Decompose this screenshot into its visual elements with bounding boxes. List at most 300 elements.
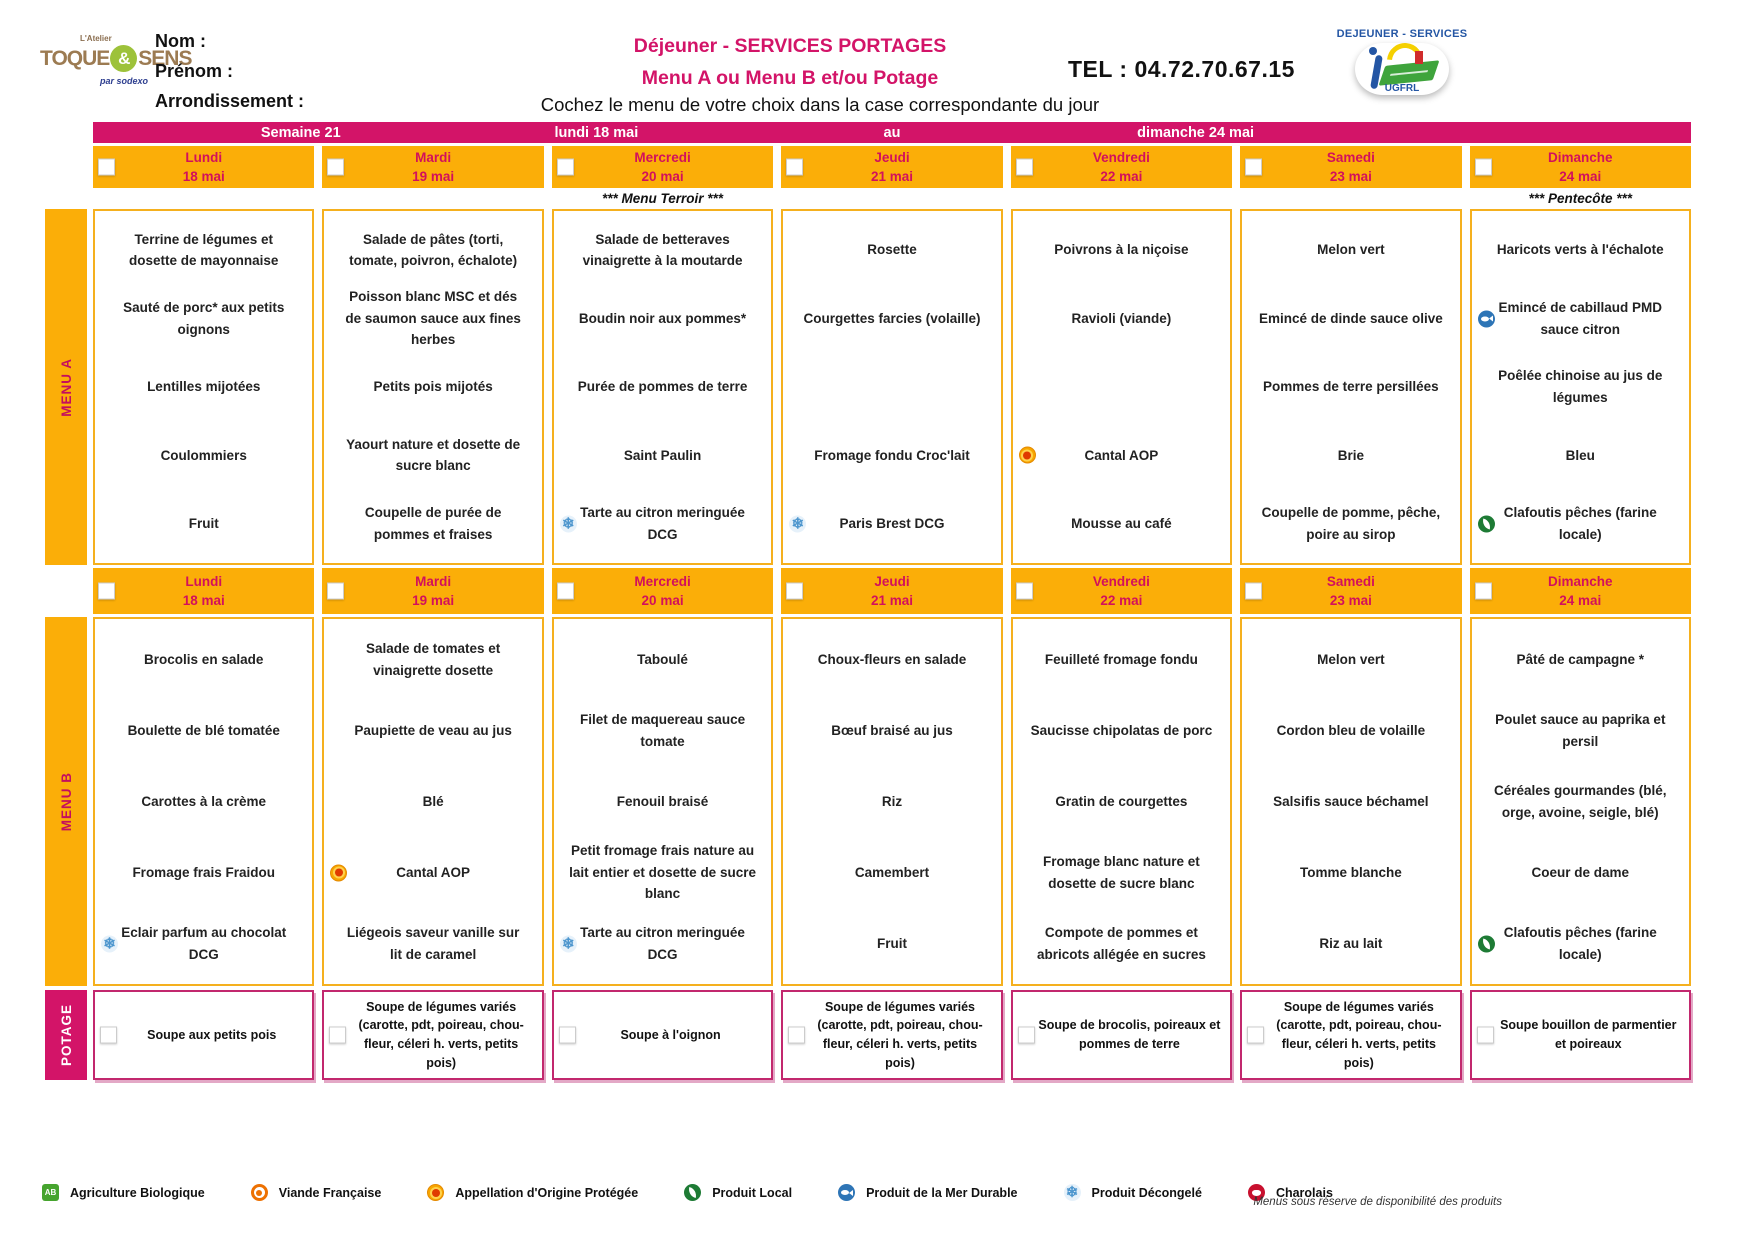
menu-day-cell bbox=[322, 617, 543, 986]
menu-slot bbox=[327, 490, 538, 558]
menu-slot bbox=[1475, 908, 1686, 979]
potage-row bbox=[93, 990, 1691, 1080]
menu-slot bbox=[98, 284, 309, 352]
menu-slot bbox=[557, 216, 768, 284]
potage-text: Soupe bouillon de parmentier et poireaux bbox=[1500, 1018, 1677, 1051]
menu-slot bbox=[786, 353, 997, 421]
menu-item-text: Riz bbox=[881, 793, 903, 809]
menu-item-text: Filet de maquereau sauce tomate bbox=[580, 711, 746, 749]
menu-item-text: Lentilles mijotées bbox=[147, 379, 261, 395]
menu-slot bbox=[327, 421, 538, 489]
menu-day-cell bbox=[93, 617, 314, 986]
day-name: Samedi bbox=[1326, 150, 1375, 165]
menu-item-text: Boudin noir aux pommes* bbox=[578, 310, 747, 326]
menu-item-text: Saucisse chipolatas de porc bbox=[1030, 722, 1213, 738]
ab-icon: AB bbox=[42, 1184, 59, 1201]
day-name: Lundi bbox=[185, 574, 223, 589]
menu-day-cell bbox=[781, 617, 1002, 986]
week-bar bbox=[93, 122, 1691, 143]
ampersand-badge-icon: & bbox=[110, 45, 137, 72]
nom-label: Nom : bbox=[155, 31, 206, 51]
snowflake-icon: ❄ bbox=[789, 515, 806, 532]
menu-slot bbox=[1475, 421, 1686, 489]
menu-day-cell bbox=[552, 209, 773, 565]
day-header-cell bbox=[1240, 568, 1461, 614]
potage-checkbox[interactable] bbox=[100, 1027, 117, 1044]
week-number: Semaine 21 bbox=[260, 124, 341, 141]
menu-item-text: Choux-fleurs en salade bbox=[817, 651, 967, 667]
menu-slot bbox=[786, 421, 997, 489]
potage-section-label bbox=[45, 990, 87, 1080]
menu-slot bbox=[98, 908, 309, 979]
menu-slot bbox=[1475, 353, 1686, 421]
menu-slot bbox=[327, 624, 538, 695]
day-checkbox[interactable] bbox=[1016, 583, 1033, 600]
menu-slot bbox=[1016, 421, 1227, 489]
menu-slot bbox=[786, 490, 997, 558]
menu-item-text: Poulet sauce au paprika et persil bbox=[1495, 711, 1666, 749]
potage-text: Soupe de brocolis, poireaux et pommes de terre bbox=[1038, 1018, 1221, 1051]
logo-toque: TOQUE bbox=[40, 46, 110, 70]
menu-slot bbox=[1245, 216, 1456, 284]
menu-item-text: Courgettes farcies (volaille) bbox=[803, 310, 981, 326]
legend-item bbox=[838, 1184, 1017, 1201]
menu-item-text: Bleu bbox=[1565, 447, 1595, 463]
menu-slot bbox=[557, 766, 768, 837]
menu-item-text: Salsifis sauce béchamel bbox=[1273, 793, 1429, 809]
menu-item-text: Eclair parfum au chocolat DCG bbox=[121, 924, 287, 962]
day-checkbox[interactable] bbox=[327, 159, 344, 176]
menu-item-text: Rosette bbox=[867, 242, 917, 258]
menu-item-text: Brie bbox=[1337, 447, 1364, 463]
day-date: 20 mai bbox=[641, 593, 684, 608]
menu-day-cell bbox=[1240, 209, 1461, 565]
snowflake-icon: ❄ bbox=[560, 515, 577, 532]
sea-durable-icon bbox=[838, 1184, 855, 1201]
legend-label: Charolais bbox=[1275, 1185, 1333, 1200]
day-date: 22 mai bbox=[1100, 169, 1143, 184]
menu-b-section-label bbox=[45, 617, 87, 986]
day-header-cell bbox=[552, 146, 773, 188]
menu-slot bbox=[98, 766, 309, 837]
menu-item-text: Emincé de cabillaud PMD sauce citron bbox=[1498, 300, 1663, 337]
potage-day-cell bbox=[93, 990, 314, 1080]
menu-slot bbox=[1475, 695, 1686, 766]
menu-day-cell bbox=[93, 209, 314, 565]
menu-item-text: Carottes à la crème bbox=[141, 793, 266, 809]
menu-slot bbox=[98, 421, 309, 489]
day-header-cell bbox=[1011, 568, 1232, 614]
potage-day-cell bbox=[1470, 990, 1691, 1080]
menu-item-text: Pommes de terre persillées bbox=[1263, 379, 1439, 395]
day-date: 23 mai bbox=[1329, 169, 1372, 184]
day-header-cell bbox=[781, 146, 1002, 188]
day-checkbox[interactable] bbox=[786, 583, 803, 600]
menu-item-text: Taboulé bbox=[637, 651, 688, 667]
menu-item-text: Feuilleté fromage fondu bbox=[1044, 651, 1198, 667]
day-checkbox[interactable] bbox=[1245, 583, 1262, 600]
menu-a-row bbox=[93, 209, 1691, 565]
special-label-cell bbox=[1470, 189, 1691, 207]
legend-item bbox=[427, 1184, 638, 1201]
menu-item-text: Poêlée chinoise au jus de légumes bbox=[1498, 368, 1663, 406]
arrondissement-label: Arrondissement : bbox=[155, 91, 305, 111]
week-end-date: dimanche 24 mai bbox=[1137, 124, 1255, 141]
menu-slot bbox=[327, 353, 538, 421]
menu-slot bbox=[98, 837, 309, 908]
sea-durable-icon bbox=[1478, 310, 1495, 327]
snowflake-icon: ❄ bbox=[101, 935, 118, 952]
day-name: Samedi bbox=[1326, 574, 1375, 589]
menu-item-text: Liégeois saveur vanille sur lit de caramel bbox=[346, 924, 520, 962]
logo-sens: SENS bbox=[138, 46, 192, 70]
potage-text: Soupe à l'oignon bbox=[620, 1027, 721, 1042]
menu-item-text: Clafoutis pêches (farine locale) bbox=[1503, 924, 1657, 962]
potage-day-cell bbox=[1240, 990, 1461, 1080]
menu-a-section-label bbox=[45, 209, 87, 565]
day-header-cell bbox=[322, 146, 543, 188]
potage-day-cell bbox=[322, 990, 543, 1080]
logo-atelier-text: L'Atelier bbox=[80, 34, 112, 43]
aop-icon bbox=[427, 1184, 444, 1201]
menu-slot bbox=[1245, 624, 1456, 695]
menu-item-text: Fromage blanc nature et dosette de sucre blanc bbox=[1043, 853, 1200, 891]
viande-francaise-icon bbox=[251, 1184, 268, 1201]
day-header-cell bbox=[1011, 146, 1232, 188]
menu-item-text: Camembert bbox=[854, 864, 930, 880]
menu-item-text: Fruit bbox=[188, 516, 219, 532]
snowflake-icon: ❄ bbox=[560, 935, 577, 952]
prenom-label: Prénom : bbox=[155, 61, 234, 81]
menu-slot bbox=[1475, 624, 1686, 695]
menu-item-text: Salade de tomates et vinaigrette dosette bbox=[365, 640, 501, 678]
week-au-text: au bbox=[883, 124, 901, 141]
potage-checkbox[interactable] bbox=[1477, 1027, 1494, 1044]
day-name: Vendredi bbox=[1092, 150, 1150, 165]
menu-item-text: Petits pois mijotés bbox=[373, 379, 493, 395]
snowflake-icon: ❄ bbox=[1064, 1184, 1081, 1201]
special-label-row bbox=[93, 189, 1691, 207]
menu-slot bbox=[1016, 624, 1227, 695]
menu-day-cell bbox=[781, 209, 1002, 565]
day-date: 19 mai bbox=[412, 593, 455, 608]
menu-slot bbox=[1016, 695, 1227, 766]
day-date: 20 mai bbox=[641, 169, 684, 184]
menu-item-text: Haricots verts à l'échalote bbox=[1496, 242, 1664, 258]
local-icon bbox=[684, 1184, 701, 1201]
menu-slot bbox=[557, 624, 768, 695]
menu-item-text: Brocolis en salade bbox=[144, 651, 264, 667]
menu-item-text: Coulommiers bbox=[160, 447, 247, 463]
menu-item-text: Paupiette de veau au jus bbox=[354, 722, 512, 738]
special-label-text: *** Menu Terroir *** bbox=[602, 190, 724, 206]
menu-item-text: Céréales gourmandes (blé, orge, avoine, seigle, blé) bbox=[1494, 782, 1667, 820]
special-label-text: *** Pentecôte *** bbox=[1528, 190, 1633, 206]
menu-slot bbox=[786, 216, 997, 284]
menu-item-text: Cantal AOP bbox=[1084, 447, 1159, 463]
menu-day-cell bbox=[1470, 617, 1691, 986]
legend-label: Produit Local bbox=[712, 1185, 793, 1200]
day-header-cell bbox=[93, 146, 314, 188]
menu-slot bbox=[557, 908, 768, 979]
day-name: Dimanche bbox=[1548, 150, 1613, 165]
menu-item-text: Coeur de dame bbox=[1531, 864, 1630, 880]
menu-slot bbox=[1475, 766, 1686, 837]
menu-item-text: Purée de pommes de terre bbox=[577, 379, 748, 395]
special-label-cell bbox=[781, 189, 1002, 207]
legend-label: Agriculture Biologique bbox=[70, 1185, 205, 1200]
local-icon bbox=[1478, 515, 1495, 532]
menu-slot bbox=[327, 695, 538, 766]
day-name: Dimanche bbox=[1548, 574, 1613, 589]
menu-item-text: Fenouil braisé bbox=[616, 793, 709, 809]
menu-slot bbox=[1245, 353, 1456, 421]
day-header-cell bbox=[1240, 146, 1461, 188]
menu-day-cell bbox=[1240, 617, 1461, 986]
menu-slot bbox=[786, 695, 997, 766]
special-label-cell bbox=[552, 189, 773, 207]
potage-day-cell bbox=[552, 990, 773, 1080]
day-date: 21 mai bbox=[870, 169, 913, 184]
menu-slot bbox=[1475, 216, 1686, 284]
menu-slot bbox=[1475, 284, 1686, 352]
menu-slot bbox=[557, 284, 768, 352]
title-line-1: Déjeuner - SERVICES PORTAGES bbox=[633, 35, 947, 57]
day-header-cell bbox=[1470, 568, 1691, 614]
menu-slot bbox=[1016, 353, 1227, 421]
menu-slot bbox=[786, 624, 997, 695]
local-icon bbox=[1478, 935, 1495, 952]
phone-number: TEL : 04.72.70.67.15 bbox=[1068, 56, 1295, 82]
legend-label: Viande Française bbox=[278, 1185, 382, 1200]
menu-item-text: Salade de pâtes (torti, tomate, poivron, échalote) bbox=[349, 231, 518, 269]
day-name: Mardi bbox=[415, 150, 452, 165]
menu-item-text: Saint Paulin bbox=[623, 447, 702, 463]
legend-item bbox=[42, 1184, 205, 1201]
day-checkbox[interactable] bbox=[1016, 159, 1033, 176]
menu-slot bbox=[327, 216, 538, 284]
day-header-row-2 bbox=[93, 568, 1691, 614]
day-date: 24 mai bbox=[1559, 593, 1602, 608]
dejeuner-services-text: DEJEUNER - SERVICES bbox=[1336, 28, 1468, 40]
aop-icon bbox=[330, 864, 347, 881]
menu-slot bbox=[1475, 490, 1686, 558]
day-checkbox[interactable] bbox=[557, 159, 574, 176]
potage-text: Soupe de légumes variés (carotte, pdt, poireau, chou-fleur, céleri h. verts, petits pois) bbox=[817, 999, 983, 1070]
potage-checkbox[interactable] bbox=[559, 1027, 576, 1044]
menu-slot bbox=[557, 695, 768, 766]
menu-slot bbox=[557, 490, 768, 558]
menu-a-label-text: MENU A bbox=[58, 357, 74, 417]
day-date: 24 mai bbox=[1559, 169, 1602, 184]
menu-slot bbox=[786, 284, 997, 352]
day-checkbox[interactable] bbox=[1245, 159, 1262, 176]
potage-text: Soupe de légumes variés (carotte, pdt, poireau, chou-fleur, céleri h. verts, petits pois) bbox=[358, 999, 524, 1070]
menu-day-cell bbox=[322, 209, 543, 565]
special-label-cell bbox=[322, 189, 543, 207]
menu-slot bbox=[1016, 837, 1227, 908]
potage-day-cell bbox=[781, 990, 1002, 1080]
menu-item-text: Fromage frais Fraidou bbox=[132, 864, 275, 880]
day-header-row-1 bbox=[93, 146, 1691, 188]
legend-label: Appellation d'Origine Protégée bbox=[455, 1185, 639, 1200]
menu-item-text: Melon vert bbox=[1317, 651, 1385, 667]
menu-item-text: Boulette de blé tomatée bbox=[127, 722, 280, 738]
menu-item-text: Bœuf braisé au jus bbox=[831, 722, 953, 738]
day-date: 21 mai bbox=[870, 593, 913, 608]
menu-day-cell bbox=[1011, 209, 1232, 565]
legend-item bbox=[1064, 1184, 1202, 1201]
menu-item-text: Coupelle de purée de pommes et fraises bbox=[364, 505, 502, 542]
menu-item-text: Emincé de dinde sauce olive bbox=[1258, 310, 1443, 326]
day-header-cell bbox=[1470, 146, 1691, 188]
potage-checkbox[interactable] bbox=[788, 1027, 805, 1044]
day-checkbox[interactable] bbox=[98, 583, 115, 600]
special-label-cell bbox=[93, 189, 314, 207]
day-checkbox[interactable] bbox=[557, 583, 574, 600]
menu-slot bbox=[98, 216, 309, 284]
menu-slot bbox=[1245, 421, 1456, 489]
day-header-cell bbox=[552, 568, 773, 614]
potage-checkbox[interactable] bbox=[329, 1027, 346, 1044]
menu-slot bbox=[1245, 908, 1456, 979]
day-date: 22 mai bbox=[1100, 593, 1143, 608]
menu-item-text: Gratin de courgettes bbox=[1055, 793, 1188, 809]
menu-item-text: Cordon bleu de volaille bbox=[1276, 722, 1426, 738]
potage-text: Soupe de légumes variés (carotte, pdt, poireau, chou-fleur, céleri h. verts, petits pois) bbox=[1276, 999, 1442, 1070]
menu-item-text: Terrine de légumes et dosette de mayonnaise bbox=[129, 231, 279, 269]
menu-slot bbox=[1016, 490, 1227, 558]
menu-slot bbox=[1245, 284, 1456, 352]
menu-slot bbox=[786, 766, 997, 837]
menu-slot bbox=[1245, 490, 1456, 558]
menu-slot bbox=[786, 908, 997, 979]
ugfrl-text: UGFRL bbox=[1384, 83, 1420, 94]
menu-slot bbox=[98, 624, 309, 695]
menu-slot bbox=[327, 766, 538, 837]
menu-item-text: Melon vert bbox=[1317, 242, 1385, 258]
menu-item-text: Sauté de porc* aux petits oignons bbox=[123, 300, 285, 337]
menu-item-text: Fromage fondu Croc'lait bbox=[814, 447, 970, 463]
potage-checkbox[interactable] bbox=[1247, 1027, 1264, 1044]
day-date: 23 mai bbox=[1329, 593, 1372, 608]
menu-slot bbox=[1016, 284, 1227, 352]
legend bbox=[42, 1184, 1333, 1201]
menu-slot bbox=[327, 837, 538, 908]
menu-slot bbox=[1475, 837, 1686, 908]
menu-day-cell bbox=[1470, 209, 1691, 565]
legend-label: Produit Décongelé bbox=[1091, 1185, 1202, 1200]
menu-item-text: Coupelle de pomme, pêche, poire au sirop bbox=[1261, 505, 1441, 542]
day-checkbox[interactable] bbox=[327, 583, 344, 600]
menu-slot bbox=[1016, 766, 1227, 837]
day-checkbox[interactable] bbox=[1475, 583, 1492, 600]
day-name: Vendredi bbox=[1092, 574, 1150, 589]
day-checkbox[interactable] bbox=[98, 159, 115, 176]
logo-sodexo-text: par sodexo bbox=[100, 76, 149, 86]
day-header-cell bbox=[93, 568, 314, 614]
menu-slot bbox=[557, 837, 768, 908]
menu-slot bbox=[557, 421, 768, 489]
potage-checkbox[interactable] bbox=[1018, 1027, 1035, 1044]
aop-icon bbox=[1019, 447, 1036, 464]
day-name: Jeudi bbox=[874, 150, 910, 165]
legend-label: Produit de la Mer Durable bbox=[866, 1185, 1018, 1200]
menu-b-row bbox=[93, 617, 1691, 986]
week-start-date: lundi 18 mai bbox=[554, 124, 639, 141]
day-header-cell bbox=[322, 568, 543, 614]
menu-day-cell bbox=[1011, 617, 1232, 986]
menu-slot bbox=[1245, 695, 1456, 766]
day-name: Mardi bbox=[415, 574, 452, 589]
day-date: 18 mai bbox=[182, 593, 225, 608]
potage-label-text: POTAGE bbox=[58, 1003, 74, 1066]
menu-item-text: Poivrons à la niçoise bbox=[1054, 242, 1189, 258]
day-checkbox[interactable] bbox=[1475, 159, 1492, 176]
legend-item bbox=[684, 1184, 792, 1201]
instruction-text: Cochez le menu de votre choix dans la case correspondante du jour bbox=[540, 94, 1100, 115]
menu-item-text: Salade de betteraves vinaigrette à la moutarde bbox=[582, 231, 743, 269]
menu-day-cell bbox=[552, 617, 773, 986]
menu-item-text: Petit fromage frais nature au lait entier et dosette de sucre blanc bbox=[569, 843, 756, 902]
menu-item-text: Tomme blanche bbox=[1299, 864, 1402, 880]
menu-item-text: Pâté de campagne * bbox=[1516, 651, 1645, 667]
special-label-cell bbox=[1240, 189, 1461, 207]
day-name: Jeudi bbox=[874, 574, 910, 589]
page-title bbox=[470, 30, 1110, 94]
ugfrl-emblem-icon bbox=[1355, 43, 1449, 95]
menu-item-text: Blé bbox=[422, 793, 444, 809]
day-date: 19 mai bbox=[412, 169, 455, 184]
menu-slot bbox=[98, 695, 309, 766]
menu-slot bbox=[786, 837, 997, 908]
menu-item-text: Tarte au citron meringuée DCG bbox=[580, 505, 745, 542]
menu-item-text: Poisson blanc MSC et dés de saumon sauce aux fines herbes bbox=[345, 289, 521, 348]
menu-slot bbox=[557, 353, 768, 421]
menu-item-text: Cantal AOP bbox=[396, 864, 471, 880]
menu-b-label-text: MENU B bbox=[58, 771, 74, 832]
special-label-cell bbox=[1011, 189, 1232, 207]
day-date: 18 mai bbox=[182, 169, 225, 184]
menu-item-text: Clafoutis pêches (farine locale) bbox=[1503, 505, 1657, 542]
menu-item-text: Paris Brest DCG bbox=[839, 516, 945, 532]
menu-slot bbox=[1245, 766, 1456, 837]
potage-text: Soupe aux petits pois bbox=[147, 1027, 277, 1042]
menu-item-text: Riz au lait bbox=[1319, 935, 1383, 951]
menu-item-text: Yaourt nature et dosette de sucre blanc bbox=[346, 436, 521, 474]
menu-item-text: Fruit bbox=[876, 935, 907, 951]
menu-slot bbox=[1016, 216, 1227, 284]
day-name: Mercredi bbox=[634, 150, 691, 165]
menu-slot bbox=[1016, 908, 1227, 979]
dejeuner-services-logo bbox=[1326, 28, 1478, 95]
footer-note: Menus sous réserve de disponibilité des produits bbox=[1253, 1196, 1502, 1208]
potage-day-cell bbox=[1011, 990, 1232, 1080]
menu-slot bbox=[98, 353, 309, 421]
menu-slot bbox=[327, 284, 538, 352]
menu-item-text: Mousse au café bbox=[1071, 516, 1172, 532]
legend-item bbox=[251, 1184, 382, 1201]
identity-fields bbox=[155, 26, 304, 116]
title-line-2: Menu A ou Menu B et/ou Potage bbox=[641, 67, 939, 89]
day-checkbox[interactable] bbox=[786, 159, 803, 176]
menu-item-text: Ravioli (viande) bbox=[1071, 310, 1172, 326]
menu-slot bbox=[98, 490, 309, 558]
menu-item-text: Compote de pommes et abricots allégée en sucres bbox=[1037, 924, 1206, 962]
menu-slot bbox=[1245, 837, 1456, 908]
menu-item-text: Tarte au citron meringuée DCG bbox=[580, 924, 745, 962]
menu-slot bbox=[327, 908, 538, 979]
